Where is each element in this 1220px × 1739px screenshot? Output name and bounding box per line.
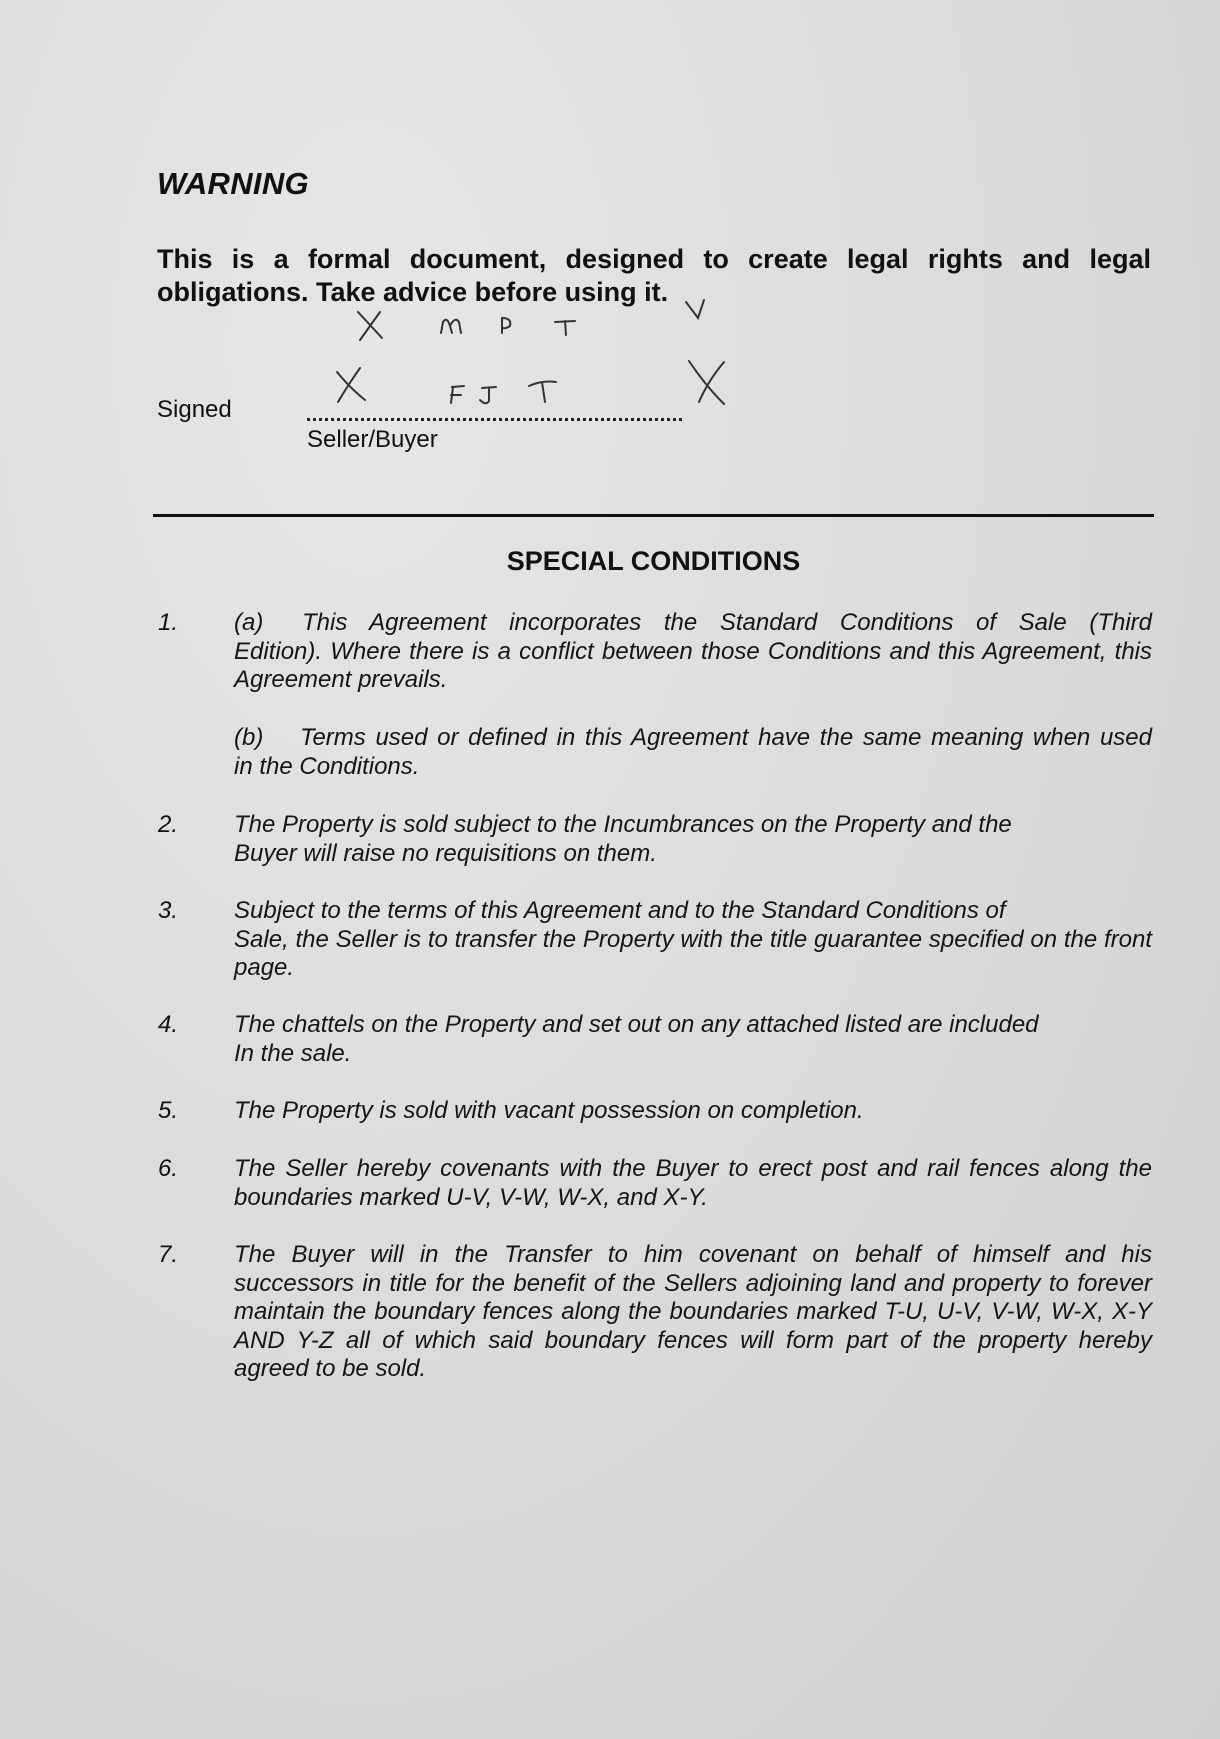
condition-number: 3.: [158, 897, 179, 924]
condition-number: 7.: [158, 1241, 179, 1268]
handwritten-initials: [0, 0, 1220, 450]
condition-text: The Buyer will in the Transfer to him covenant on behalf of himself and his: [234, 1241, 1152, 1268]
condition-5: [234, 1097, 1152, 1126]
condition-6: [234, 1155, 1152, 1212]
condition-text: Subject to the terms of this Agreement and to the Standard Conditions of: [234, 897, 1006, 924]
section-divider: [153, 514, 1154, 517]
signature-role: Seller/Buyer: [307, 426, 438, 453]
condition-text: The Property is sold subject to the Incumbrances on the Property and the: [234, 811, 1012, 838]
condition-text: The Property is sold with vacant possession on completion.: [234, 1097, 864, 1124]
warning-text: This is a formal document, designed to create legal rights and legal obligations. Take advice before using it.: [157, 244, 1151, 307]
condition-text: Sale, the Seller is to transfer the Property with the title guarantee specified on the front page.: [234, 925, 1152, 981]
special-conditions-title: SPECIAL CONDITIONS: [506, 546, 801, 576]
sub-label: (a): [234, 609, 264, 636]
condition-number: 5.: [158, 1097, 179, 1124]
condition-number: 6.: [158, 1155, 179, 1182]
condition-4: [234, 1011, 1152, 1068]
condition-text: Buyer will raise no requisitions on them.: [234, 839, 657, 867]
condition-text: In the sale.: [234, 1039, 352, 1067]
condition-1a: [234, 609, 1152, 695]
condition-text: Terms used or defined in this Agreement have the same meaning when used: [300, 724, 1152, 751]
signature-line: [307, 400, 682, 421]
condition-7: [234, 1241, 1152, 1384]
condition-number: 4.: [158, 1011, 179, 1038]
condition-text: boundaries marked U-V, V-W, W-X, and X-Y.: [234, 1183, 708, 1211]
condition-1b: [234, 724, 1152, 781]
condition-text: in the Conditions.: [234, 752, 420, 780]
condition-number: 2.: [158, 811, 179, 838]
condition-3: [234, 897, 1152, 983]
condition-text: The chattels on the Property and set out on any attached listed are included: [234, 1011, 1039, 1038]
condition-number: 1.: [158, 609, 179, 636]
warning-title: WARNING: [157, 166, 309, 201]
condition-text: The Seller hereby covenants with the Buyer to erect post and rail fences along the: [234, 1155, 1152, 1182]
condition-text: Edition). Where there is a conflict between those Conditions and this Agreement, this Agreement prevails.: [234, 637, 1152, 693]
condition-text: This Agreement incorporates the Standard Conditions of Sale (Third: [302, 609, 1152, 636]
condition-text: successors in title for the benefit of the Sellers adjoining land and property to forever maintain the boundary fences along the boundaries marked T-U, U-V, V-W, W-X, X-Y AND Y-Z all of which said boundary fences will form part of the property hereby agreed to be sold.: [234, 1269, 1152, 1382]
sub-label: (b): [234, 724, 264, 751]
signed-label: Signed: [157, 396, 232, 423]
condition-2: [234, 811, 1152, 868]
